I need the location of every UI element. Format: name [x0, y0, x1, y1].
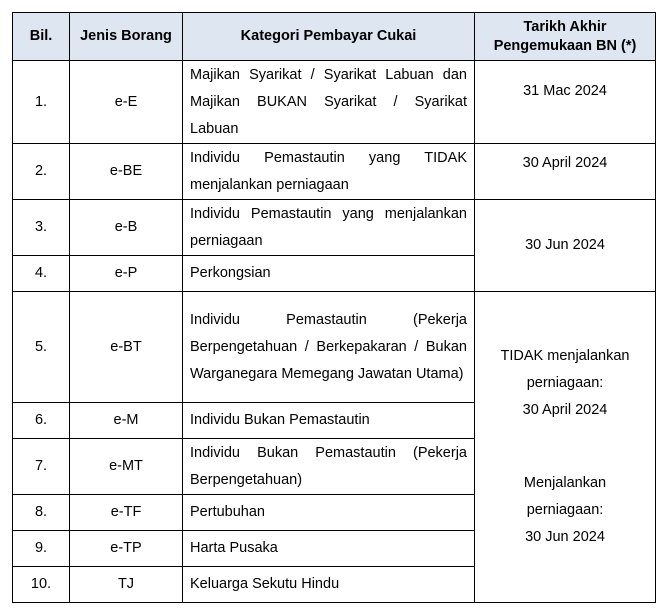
row-number: 10.: [13, 567, 70, 603]
form-type: e-B: [70, 200, 183, 256]
table-row: [13, 292, 656, 403]
deadline-no-business-label: TIDAK menjalankan: [500, 348, 630, 364]
header-row: [13, 13, 656, 61]
row-number: 1.: [13, 61, 70, 144]
row-number: 5.: [13, 292, 70, 403]
table-row: [13, 200, 656, 256]
deadline-cell: 30 April 2024: [475, 144, 656, 200]
spacer: [482, 424, 648, 470]
deadline-cell: 30 Jun 2024: [475, 200, 656, 292]
taxpayer-category: Individu Bukan Pemastautin (Pekerja Berpengetahuan): [183, 439, 475, 495]
deadline-business-label: Menjalankan: [523, 475, 607, 491]
taxpayer-category: Individu Bukan Pemastautin: [183, 403, 475, 439]
form-type: e-P: [70, 256, 183, 292]
table-row: [13, 61, 656, 144]
header-tarikh-akhir: Tarikh Akhir Pengemukaan BN (*): [475, 13, 656, 61]
form-type: e-TF: [70, 495, 183, 531]
deadline-cell: 31 Mac 2024: [475, 61, 656, 144]
form-type: e-MT: [70, 439, 183, 495]
deadline-no-business-date: 30 April 2024: [522, 402, 608, 418]
form-type: e-M: [70, 403, 183, 439]
header-bil: Bil.: [13, 13, 70, 61]
row-number: 4.: [13, 256, 70, 292]
form-type: e-E: [70, 61, 183, 144]
row-number: 7.: [13, 439, 70, 495]
tax-deadline-table: [12, 12, 656, 603]
taxpayer-category: Perkongsian: [183, 256, 475, 292]
deadline-no-business-label-2: perniagaan:: [526, 375, 604, 391]
taxpayer-category: Keluarga Sekutu Hindu: [183, 567, 475, 603]
row-number: 2.: [13, 144, 70, 200]
deadline-business-label-2: perniagaan:: [526, 502, 604, 518]
taxpayer-category: Majikan Syarikat / Syarikat Labuan dan Majikan BUKAN Syarikat / Syarikat Labuan: [183, 61, 475, 144]
deadline-cell-multi: [475, 292, 656, 603]
form-type: e-BE: [70, 144, 183, 200]
deadline-business-date: 30 Jun 2024: [525, 529, 605, 545]
form-type: e-TP: [70, 531, 183, 567]
table-row: [13, 144, 656, 200]
taxpayer-category: Individu Pemastautin yang TIDAK menjalankan perniagaan: [183, 144, 475, 200]
row-number: 3.: [13, 200, 70, 256]
row-number: 9.: [13, 531, 70, 567]
taxpayer-category: Pertubuhan: [183, 495, 475, 531]
taxpayer-category: Individu Pemastautin yang menjalankan perniagaan: [183, 200, 475, 256]
header-kategori: Kategori Pembayar Cukai: [183, 13, 475, 61]
row-number: 8.: [13, 495, 70, 531]
taxpayer-category: Harta Pusaka: [183, 531, 475, 567]
row-number: 6.: [13, 403, 70, 439]
form-type: TJ: [70, 567, 183, 603]
taxpayer-category: Individu Pemastautin (Pekerja Berpengetahuan / Berkepakaran / Bukan Warganegara Memegang Jawatan Utama): [183, 292, 475, 403]
form-type: e-BT: [70, 292, 183, 403]
header-jenis-borang: Jenis Borang: [70, 13, 183, 61]
